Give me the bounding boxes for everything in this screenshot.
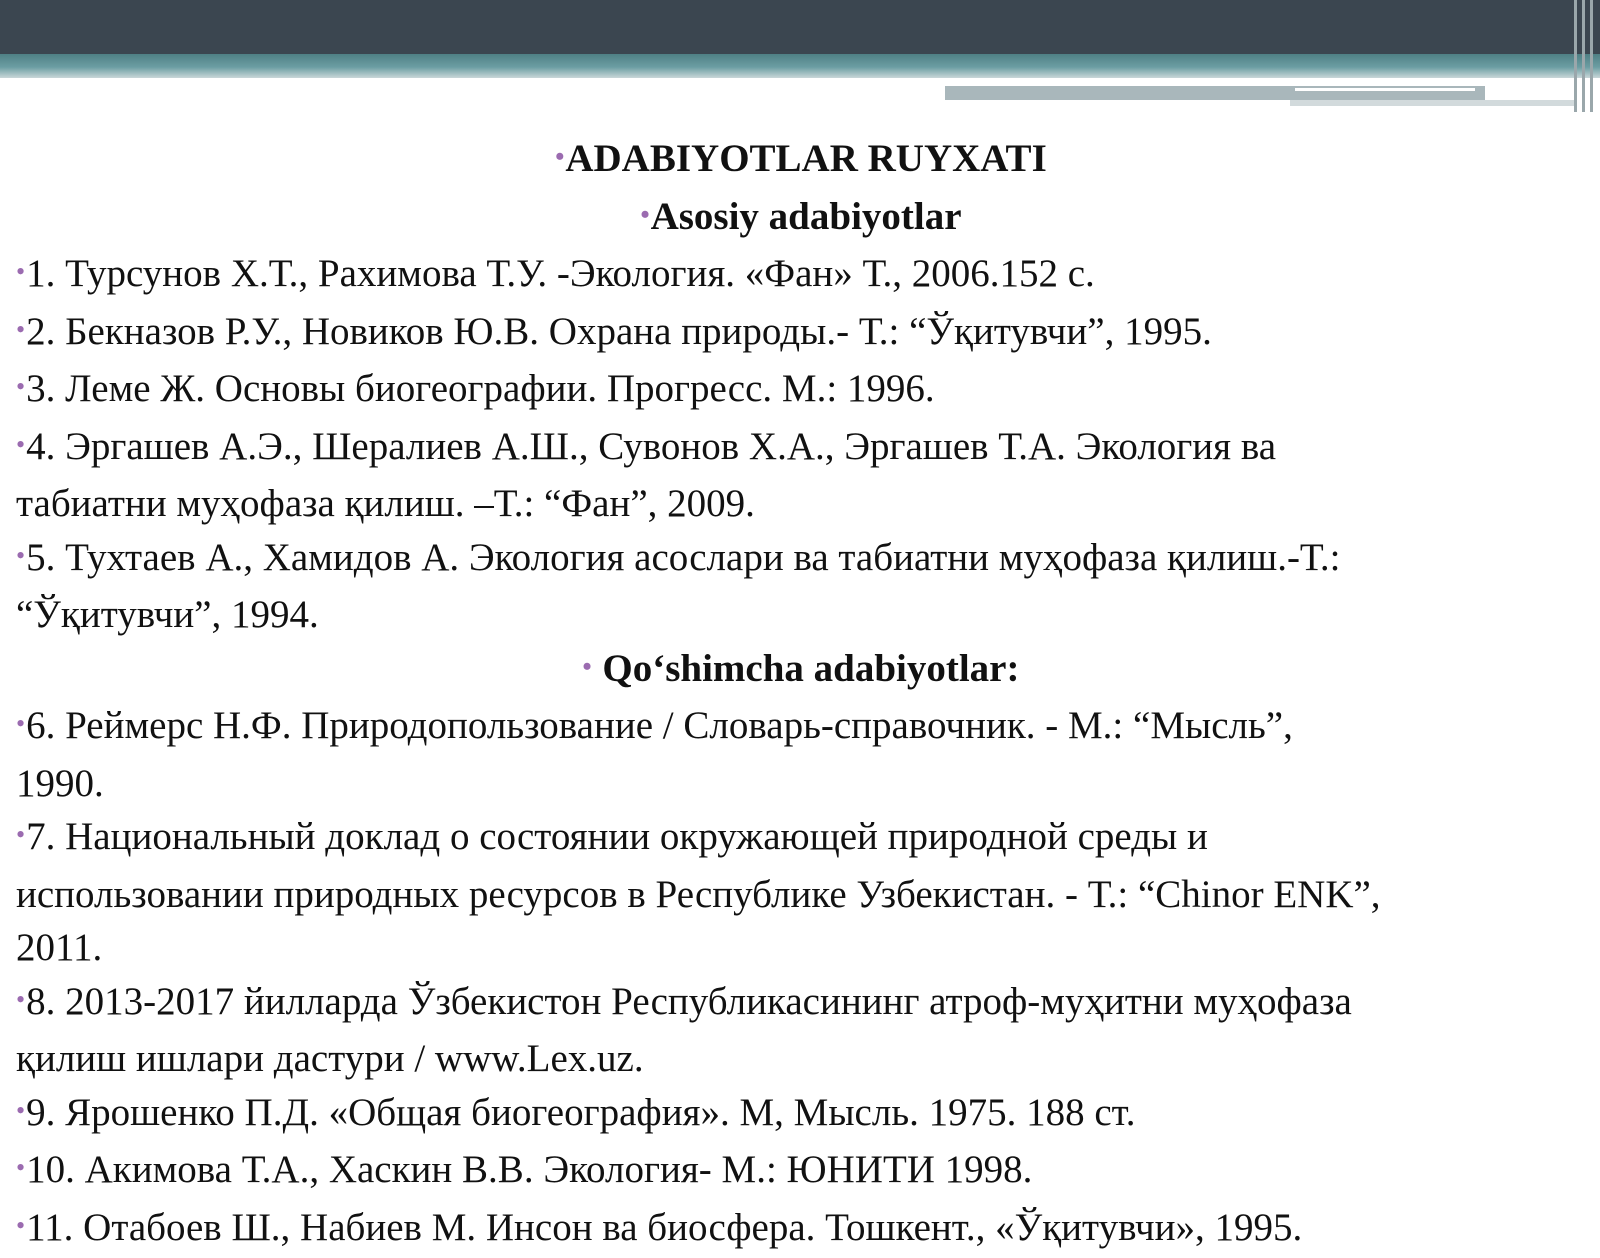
reference-item — [16, 1086, 1586, 1144]
reference-item — [16, 420, 1586, 531]
reference-line — [16, 1086, 1586, 1144]
additional-heading: • Qo‘shimcha adabiyotlar: — [16, 642, 1586, 700]
reference-line — [16, 420, 1586, 478]
accent-strip-highlight — [1295, 88, 1475, 91]
side-line — [1574, 0, 1577, 112]
bullet-icon: • — [16, 820, 25, 849]
bullet-icon: • — [16, 257, 25, 286]
reference-line — [16, 1201, 1586, 1258]
bullet-icon: • — [16, 430, 25, 459]
reference-text: 5. Тухтаев А., Хамидов А. Экология асослари ва табиатни муҳофаза қилиш.-Т.: — [26, 536, 1340, 579]
bullet-icon: • — [16, 985, 25, 1014]
slide-header-band — [0, 54, 1600, 78]
primary-heading: •Asosiy adabiyotlar — [16, 190, 1586, 248]
reference-text: 1. Турсунов Х.Т., Рахимова Т.У. -Экология. «Фан» Т., 2006.152 с. — [26, 252, 1095, 295]
reference-text: 4. Эргашев А.Э., Шералиев А.Ш., Сувонов Х.А., Эргашев Т.А. Экология ва — [26, 425, 1276, 468]
reference-text: қилиш ишлари дастури / www.Lex.uz. — [16, 1037, 644, 1080]
bullet-icon: • — [555, 142, 564, 171]
reference-text: 9. Ярошенко П.Д. «Общая биогеография». М, Мысль. 1975. 188 ст. — [26, 1091, 1135, 1134]
reference-line — [16, 305, 1586, 363]
reference-item — [16, 247, 1586, 305]
reference-line — [16, 975, 1586, 1033]
reference-text: 6. Реймерс Н.Ф. Природопользование / Словарь-справочник. - М.: “Мысль”, — [26, 704, 1293, 747]
bullet-icon: • — [16, 372, 25, 401]
slide-content — [16, 132, 1586, 1258]
reference-line — [16, 921, 1586, 975]
reference-text: 2011. — [16, 926, 102, 969]
reference-line — [16, 588, 1586, 642]
reference-text: 1990. — [16, 762, 104, 805]
additional-reference-list — [16, 699, 1586, 1258]
bullet-icon: • — [640, 200, 649, 229]
reference-item — [16, 1143, 1586, 1201]
bullet-icon: • — [16, 315, 25, 344]
accent-strip-lower — [1290, 100, 1575, 106]
reference-item — [16, 975, 1586, 1086]
reference-line — [16, 477, 1586, 531]
reference-item — [16, 1201, 1586, 1258]
reference-text: 2. Бекназов Р.У., Новиков Ю.В. Охрана природы.- Т.: “Ўқитувчи”, 1995. — [26, 310, 1212, 353]
reference-text: 10. Акимова Т.А., Хаскин В.В. Экология- М.: ЮНИТИ 1998. — [26, 1148, 1032, 1191]
reference-item — [16, 699, 1586, 810]
main-heading: •ADABIYOTLAR RUYXATI — [16, 132, 1586, 190]
reference-text: “Ўқитувчи”, 1994. — [16, 593, 319, 636]
side-line — [1582, 0, 1585, 112]
reference-text: 7. Национальный доклад о состоянии окружающей природной среды и — [26, 815, 1208, 858]
reference-item — [16, 362, 1586, 420]
reference-line — [16, 247, 1586, 305]
reference-item — [16, 305, 1586, 363]
reference-text: 11. Отабоев Ш., Набиев М. Инсон ва биосфера. Тошкент., «Ўқитувчи», 1995. — [26, 1206, 1302, 1249]
side-line — [1590, 0, 1593, 112]
reference-text: табиатни муҳофаза қилиш. –Т.: “Фан”, 2009. — [16, 482, 755, 525]
bullet-icon: • — [16, 709, 25, 738]
reference-line — [16, 531, 1586, 589]
reference-line — [16, 868, 1586, 922]
bullet-icon: • — [16, 1211, 25, 1240]
header-accent-strip — [945, 80, 1575, 110]
primary-reference-list — [16, 247, 1586, 642]
header-side-lines — [1570, 0, 1600, 112]
reference-line — [16, 699, 1586, 757]
bullet-icon: • — [16, 541, 25, 570]
reference-line — [16, 1143, 1586, 1201]
reference-line — [16, 362, 1586, 420]
reference-line — [16, 810, 1586, 868]
reference-line — [16, 1032, 1586, 1086]
slide-header-bar — [0, 0, 1600, 54]
bullet-icon: • — [16, 1096, 25, 1125]
reference-text: 8. 2013-2017 йилларда Ўзбекистон Республикасининг атроф-муҳитни муҳофаза — [26, 980, 1352, 1023]
reference-item — [16, 531, 1586, 642]
reference-text: использовании природных ресурсов в Республике Узбекистан. - Т.: “Chinor ENK”, — [16, 873, 1381, 916]
bullet-icon: • — [583, 652, 592, 681]
reference-text: 3. Леме Ж. Основы биогеографии. Прогресс. М.: 1996. — [26, 367, 935, 410]
bullet-icon: • — [16, 1153, 25, 1182]
reference-item — [16, 810, 1586, 975]
reference-line — [16, 757, 1586, 811]
